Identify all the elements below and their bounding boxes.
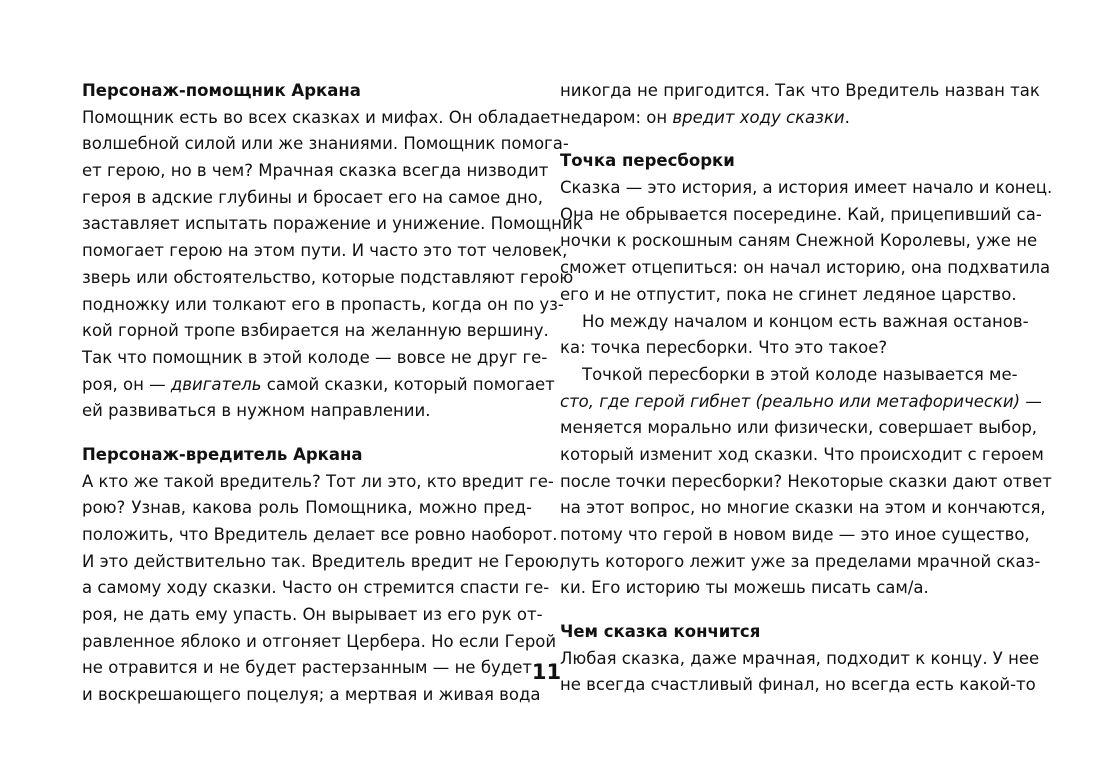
text-line: [560, 389, 1042, 416]
text-line: ет герою, но в чем? Мрачная сказка всегда низводит: [82, 161, 549, 181]
text-line: [560, 105, 1010, 132]
text-line: [82, 372, 555, 399]
text-line: ночки к роскошным саням Снежной Королевы, уже не: [560, 231, 1038, 251]
text-line: положить, что Вредитель делает все ровно наоборот.: [82, 525, 558, 544]
text-line: после точки пересборки? Некоторые сказки дают ответ: [560, 471, 1052, 491]
section-gap: [82, 425, 532, 442]
text-line: не всегда счастливый финал, но всегда есть какой-то: [560, 675, 1036, 695]
text-line: равленное яблоко и отгоняет Цербера. Но если Герой: [82, 631, 557, 651]
text-line: Она не обрывается посередине. Кай, прицепивший са-: [560, 204, 1042, 224]
section-heading-helper: Персонаж-помощник Аркана: [82, 81, 361, 100]
text-line: потому что герой в новом виде — это иное существо,: [560, 525, 1030, 544]
text-line: зверь или обстоятельство, которые подставляют герою: [82, 267, 574, 287]
text-fragment: .: [844, 107, 850, 127]
page-number: 11: [531, 660, 562, 684]
text-line: ка: точка пересборки. Что это такое?: [560, 338, 888, 358]
text-line: его и не отпустит, пока не сгинет ледяное царство.: [560, 284, 1017, 304]
text-line: подножку или толкают его в пропасть, когда он по уз-: [82, 294, 564, 314]
text-line: путь которого лежит уже за пределами мрачной сказ-: [560, 551, 1041, 571]
text-line: Любая сказка, даже мрачная, подходит к концу. У нее: [560, 648, 1040, 668]
italic-term: сто, где герой гибнет (реально или метафорически): [560, 391, 1021, 411]
text-line: Помощник есть во всех сказках и мифах. Он обладает: [82, 107, 560, 127]
text-line: сможет отцепиться: он начал историю, она подхватила: [560, 258, 1051, 278]
text-fragment: самой сказки, который помогает: [261, 374, 555, 394]
text-line: Точкой пересборки в этой колоде называется ме-: [582, 364, 1018, 384]
text-line: заставляет испытать поражение и унижение. Помощник: [82, 214, 583, 234]
text-line: Но между началом и концом есть важная останов-: [582, 311, 1029, 331]
section-heading-pest: Персонаж-вредитель Аркана: [82, 444, 363, 464]
text-line: никогда не пригодится. Так что Вредитель назван так: [560, 81, 1040, 100]
text-line: волшебной силой или же знаниями. Помощник помога-: [82, 134, 569, 154]
text-line: на этот вопрос, но многие сказки на этом и кончаются,: [560, 498, 1046, 518]
text-line: А кто же такой вредитель? Тот ли это, кто вредит ге-: [82, 471, 554, 491]
text-fragment: —: [1020, 391, 1042, 411]
text-line: ки. Его историю ты можешь писать сам/а.: [560, 578, 929, 598]
text-line: который изменит ход сказки. Что происходит с героем: [560, 444, 1044, 464]
right-column: [560, 78, 1053, 699]
text-line: роя, не дать ему упасть. Он вырывает из его рук от-: [82, 605, 543, 625]
text-fragment: роя, он —: [82, 374, 171, 394]
text-line: Сказка — это история, а история имеет начало и конец.: [560, 178, 1053, 198]
text-line: героя в адские глубины и бросает его на самое дно,: [82, 187, 544, 207]
text-line: и воскрешающего поцелуя; а мертвая и живая вода: [82, 685, 541, 705]
italic-term: вредит ходу сказки: [672, 107, 845, 127]
section-heading-how-tale-ends: Чем сказка кончится: [560, 622, 761, 642]
text-line: И это действительно так. Вредитель вредит не Герою,: [82, 551, 565, 571]
text-fragment: недаром: он: [560, 107, 673, 127]
text-line: кой горной тропе взбирается на желанную вершину.: [82, 321, 549, 341]
text-line: Так что помощник в этой колоде — вовсе не друг ге-: [82, 347, 548, 367]
text-line: ей развиваться в нужном направлении.: [82, 401, 431, 421]
text-line: не отравится и не будет растерзанным — не будет: [82, 658, 532, 678]
section-heading-reassembly-point: Точка пересборки: [560, 151, 735, 171]
section-gap: [560, 131, 1010, 148]
italic-term: двигатель: [170, 374, 262, 394]
text-line: а самому ходу сказки. Часто он стремится спасти ге-: [82, 578, 550, 598]
text-line: помогает герою на этом пути. И часто это тот человек,: [82, 241, 568, 261]
section-gap: [560, 602, 1010, 619]
text-line: рою? Узнав, какова роль Помощника, можно пред-: [82, 498, 532, 518]
text-line: меняется морально или физически, совершает выбор,: [560, 418, 1038, 438]
